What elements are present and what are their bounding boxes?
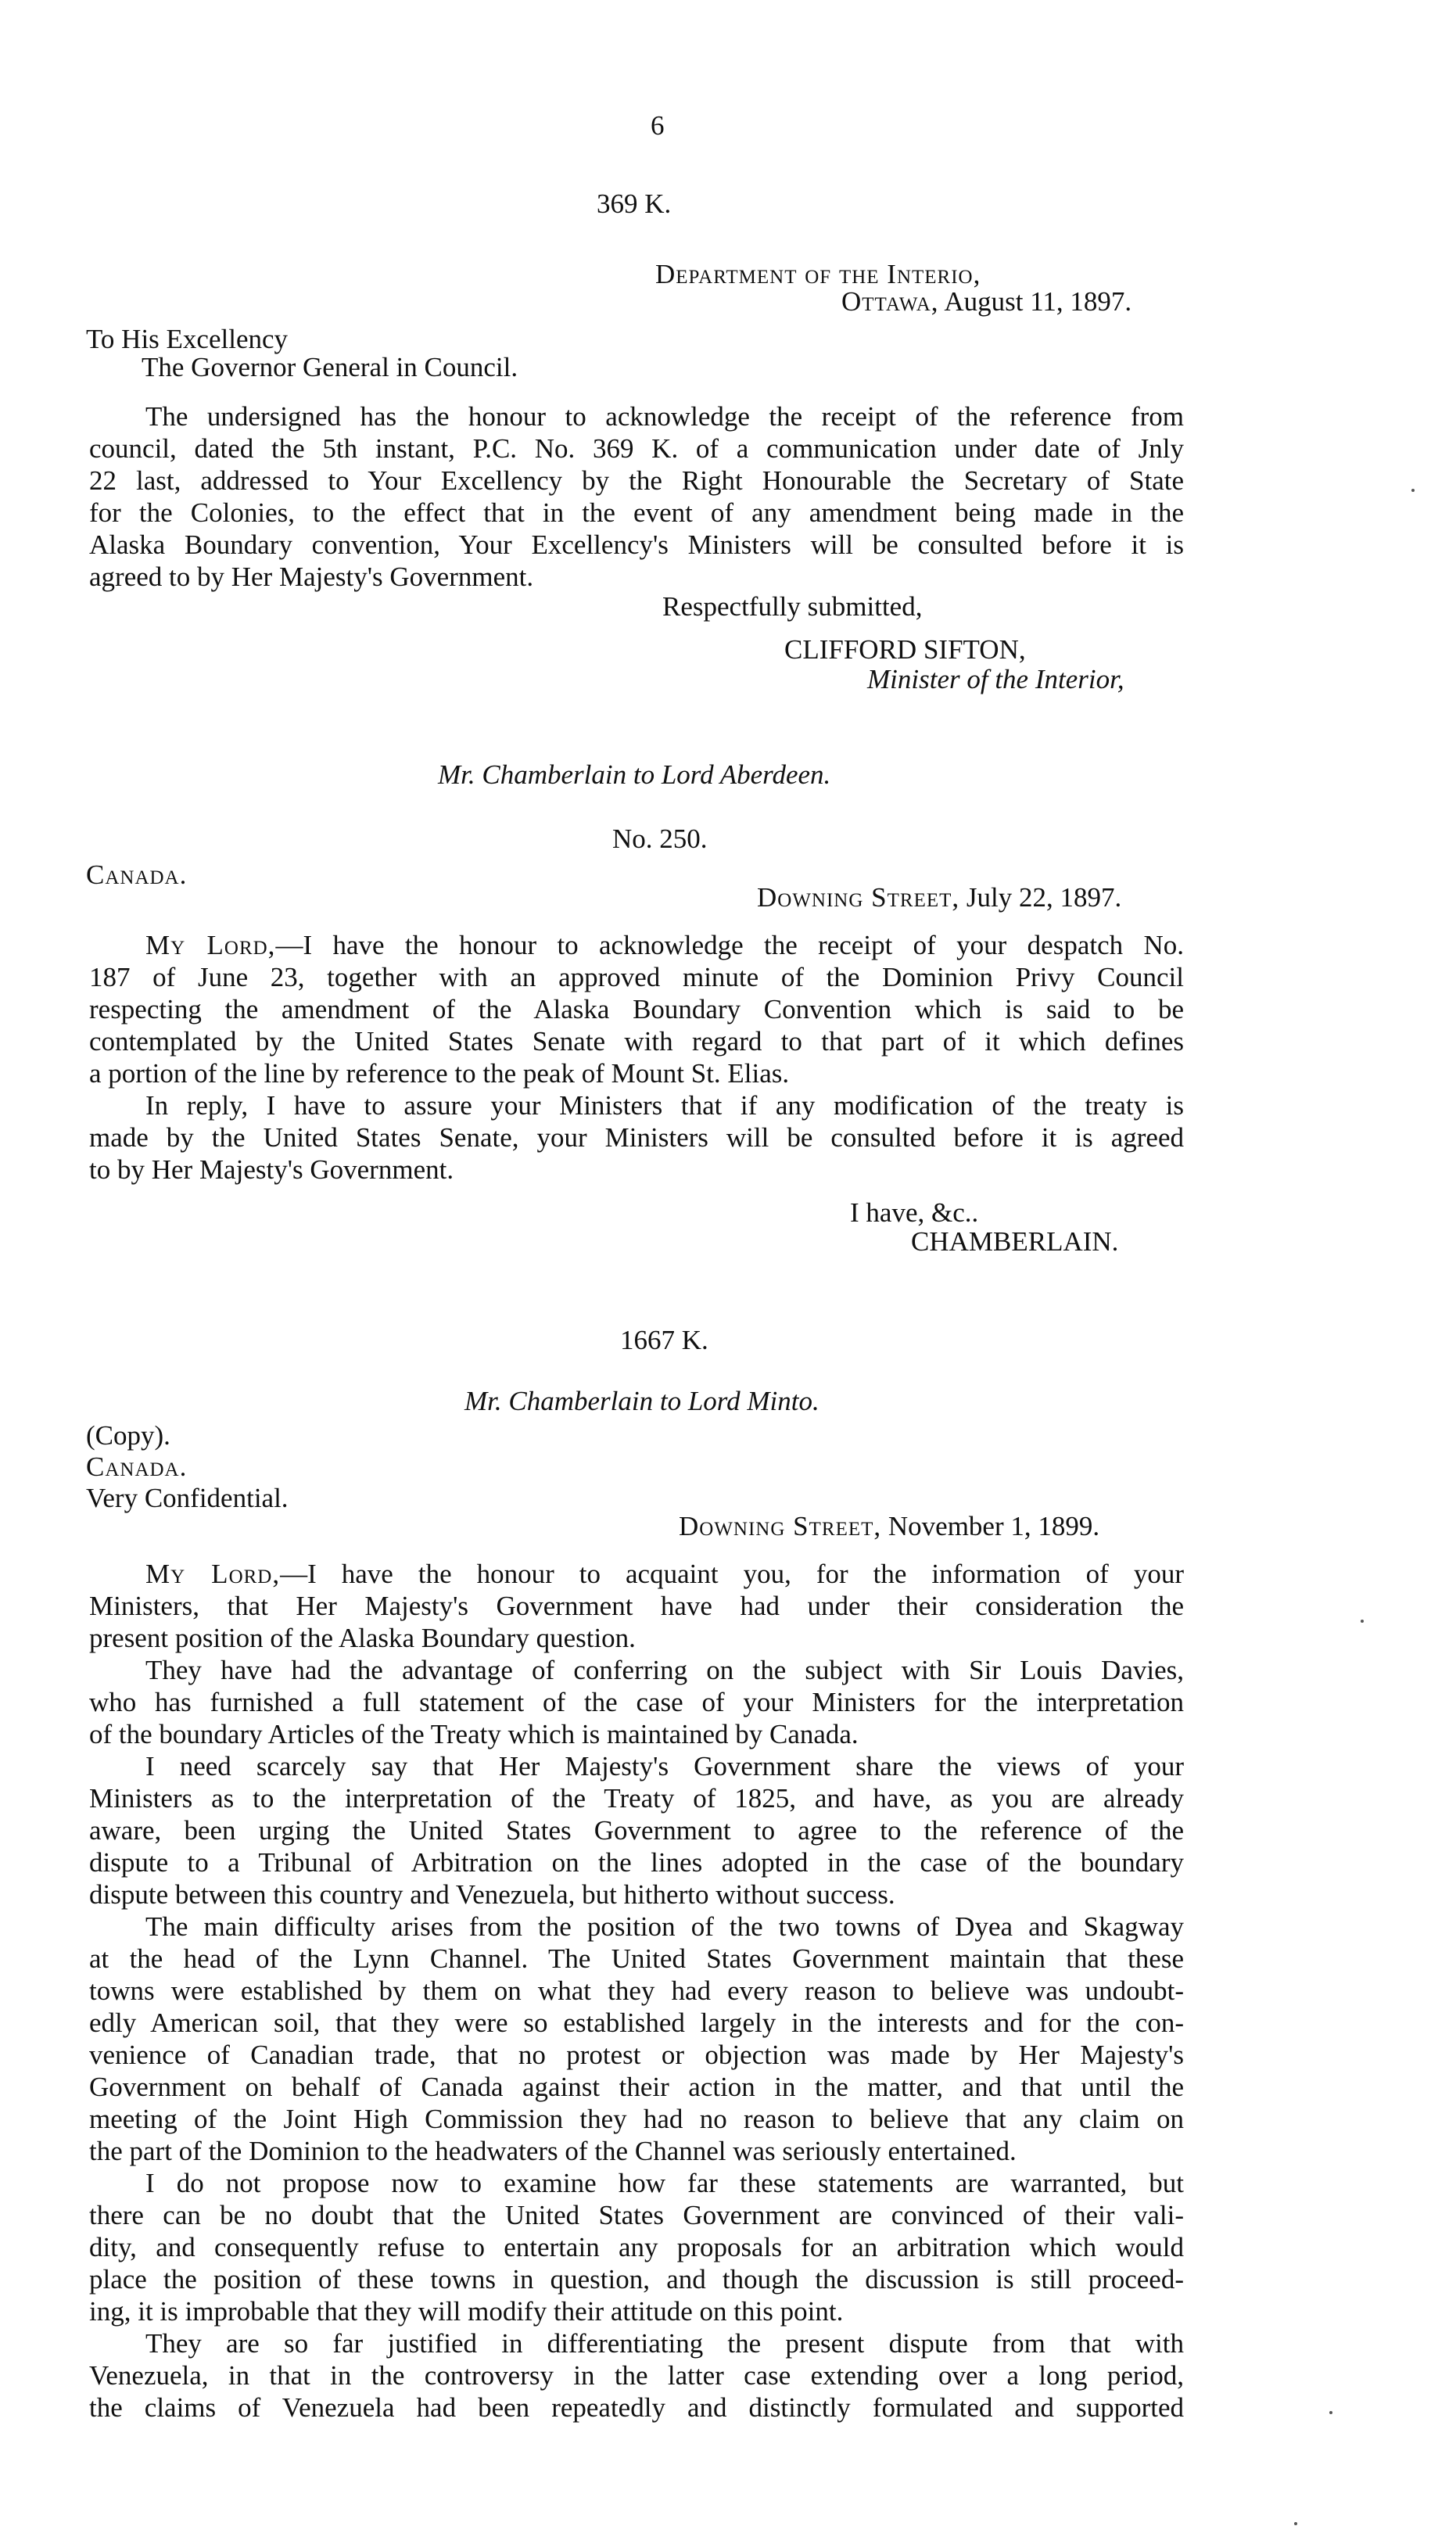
doc2-heading: Mr. Chamberlain to Lord Aberdeen. bbox=[438, 759, 831, 790]
doc2-dateline bbox=[757, 881, 1121, 913]
doc3-para6-line: Venezuela, in that in the controversy in the latter case extending over a long period, bbox=[89, 2360, 1184, 2391]
doc2-para2-line: made by the United States Senate, your Ministers will be consulted before it is agreed bbox=[89, 1122, 1184, 1153]
doc3-para2-line: who has furnished a full statement of the case of your Ministers for the interpretation bbox=[89, 1687, 1184, 1717]
doc1-addressee-1: To His Excellency bbox=[86, 324, 289, 354]
doc2-signature: CHAMBERLAIN. bbox=[911, 1226, 1119, 1257]
doc3-para3-line: aware, been urging the United States Government to agree to the reference of the bbox=[89, 1815, 1184, 1846]
doc1-body-line: agreed to by Her Majesty's Government. bbox=[89, 562, 534, 592]
doc2-para2-line: to by Her Majesty's Government. bbox=[89, 1154, 454, 1185]
doc2-country: Canada. bbox=[86, 859, 188, 890]
doc3-date: November 1, 1899. bbox=[888, 1511, 1100, 1541]
doc1-place: Ottawa, bbox=[841, 286, 939, 317]
doc1-signer-title: Minister of the Interior, bbox=[867, 664, 1124, 694]
doc2-para1-text: —I have the honour to acknowledge the receipt of your despatch No. bbox=[275, 930, 1184, 960]
doc3-para4-line: at the head of the Lynn Channel. The United States Government maintain that these bbox=[89, 1943, 1184, 1974]
doc1-date: August 11, 1897. bbox=[944, 286, 1132, 317]
doc1-body-line: council, dated the 5th instant, P.C. No. 369 K. of a communication under date of Jnly bbox=[89, 433, 1184, 464]
doc3-para2-line: They have had the advantage of conferring on the subject with Sir Louis Davies, bbox=[145, 1655, 1184, 1685]
doc2-para2-line: In reply, I have to assure your Ministers that if any modification of the treaty is bbox=[145, 1090, 1184, 1121]
doc2-place: Downing Street, bbox=[757, 882, 960, 913]
doc3-para5-line: place the position of these towns in question, and though the discussion is still proceed- bbox=[89, 2264, 1184, 2295]
doc3-para4-line: towns were established by them on what they had every reason to believe was undoubt- bbox=[89, 1975, 1184, 2006]
doc2-para1-line: a portion of the line by reference to the peak of Mount St. Elias. bbox=[89, 1058, 790, 1089]
doc3-para3-line: Ministers as to the interpretation of the Treaty of 1825, and have, as you are already bbox=[89, 1783, 1184, 1814]
doc1-department: Department of the Interio, bbox=[655, 259, 981, 289]
doc3-para2-line: of the boundary Articles of the Treaty which is maintained by Canada. bbox=[89, 1719, 859, 1749]
doc1-dateline bbox=[841, 285, 1131, 318]
doc3-para6-line: the claims of Venezuela had been repeatedly and distinctly formulated and supported bbox=[89, 2392, 1184, 2423]
doc3-dateline bbox=[679, 1510, 1099, 1542]
doc1-signature: CLIFFORD SIFTON, bbox=[784, 634, 1026, 665]
scan-speck bbox=[1361, 1620, 1364, 1623]
scan-speck bbox=[1411, 489, 1415, 492]
doc1-body-line: 22 last, addressed to Your Excellency by the Right Honourable the Secretary of State bbox=[89, 465, 1184, 496]
doc1-body-line: for the Colonies, to the effect that in the event of any amendment being made in the bbox=[89, 497, 1184, 528]
doc3-place: Downing Street, bbox=[679, 1511, 882, 1541]
page-number: 6 bbox=[651, 110, 665, 141]
doc3-para4-line: edly American soil, that they were so established largely in the interests and for the con- bbox=[89, 2008, 1184, 2038]
doc3-para4-line: meeting of the Joint High Commission they had no reason to believe that any claim on bbox=[89, 2104, 1184, 2134]
doc3-para1-line bbox=[89, 1558, 1184, 1590]
doc3-para5-line: ing, it is improbable that they will modify their attitude on this point. bbox=[89, 2296, 844, 2327]
doc3-para5-line: dity, and consequently refuse to entertain any proposals for an arbitration which would bbox=[89, 2232, 1184, 2262]
doc2-closing: I have, &c.. bbox=[850, 1197, 979, 1228]
doc3-para3-line: I need scarcely say that Her Majesty's Government share the views of your bbox=[145, 1751, 1184, 1781]
doc1-body-line: The undersigned has the honour to acknowledge the receipt of the reference from bbox=[145, 401, 1184, 432]
doc2-date: July 22, 1897. bbox=[966, 882, 1122, 913]
doc1-reference: 369 K. bbox=[597, 188, 672, 219]
doc2-para1-line: contemplated by the United States Senate with regard to that part of it which defines bbox=[89, 1026, 1184, 1057]
doc1-body bbox=[89, 400, 1184, 593]
doc3-para1-text: —I have the honour to acquaint you, for the information of your bbox=[280, 1559, 1184, 1589]
doc3-para4-line: the part of the Dominion to the headwaters of the Channel was seriously entertained. bbox=[89, 2136, 1017, 2166]
doc3-body bbox=[89, 1558, 1184, 2424]
doc2-para1-line bbox=[89, 929, 1184, 961]
doc3-country: Canada. bbox=[86, 1451, 188, 1482]
doc3-copy-note: (Copy). bbox=[86, 1420, 170, 1451]
doc3-para5-line: there can be no doubt that the United States Government are convinced of their vali- bbox=[89, 2200, 1184, 2230]
doc3-reference: 1667 K. bbox=[620, 1325, 708, 1355]
doc2-para1-line: 187 of June 23, together with an approved minute of the Dominion Privy Council bbox=[89, 962, 1184, 992]
doc3-para1-line: Ministers, that Her Majesty's Government have had under their consideration the bbox=[89, 1591, 1184, 1621]
doc3-para4-line: Government on behalf of Canada against their action in the matter, and that until the bbox=[89, 2072, 1184, 2102]
doc3-para5-line: I do not propose now to examine how far these statements are warranted, but bbox=[145, 2168, 1184, 2198]
doc2-body bbox=[89, 929, 1184, 1186]
scan-speck bbox=[1294, 2522, 1297, 2525]
doc3-heading: Mr. Chamberlain to Lord Minto. bbox=[464, 1386, 819, 1416]
doc3-para4-line: The main difficulty arises from the position of the two towns of Dyea and Skagway bbox=[145, 1911, 1184, 1942]
doc1-addressee-2: The Governor General in Council. bbox=[142, 352, 518, 382]
doc3-salutation: My Lord, bbox=[145, 1559, 281, 1589]
doc1-closing: Respectfully submitted, bbox=[662, 591, 923, 622]
doc1-body-line: Alaska Boundary convention, Your Excellency's Ministers will be consulted before it is bbox=[89, 529, 1184, 560]
doc3-para6-line: They are so far justified in differentiating the present dispute from that with bbox=[145, 2328, 1184, 2359]
doc2-number: No. 250. bbox=[612, 823, 708, 854]
doc2-salutation: My Lord, bbox=[145, 930, 276, 960]
doc3-para3-line: dispute to a Tribunal of Arbitration on the lines adopted in the case of the boundary bbox=[89, 1847, 1184, 1878]
doc3-para3-line: dispute between this country and Venezuela, but hitherto without success. bbox=[89, 1879, 895, 1910]
doc3-para4-line: venience of Canadian trade, that no protest or objection was made by Her Majesty's bbox=[89, 2040, 1184, 2070]
scan-speck bbox=[1329, 2411, 1332, 2414]
doc3-para1-line: present position of the Alaska Boundary question. bbox=[89, 1623, 636, 1653]
doc2-para1-line: respecting the amendment of the Alaska Boundary Convention which is said to be bbox=[89, 994, 1184, 1024]
doc3-confidential: Very Confidential. bbox=[86, 1483, 289, 1513]
